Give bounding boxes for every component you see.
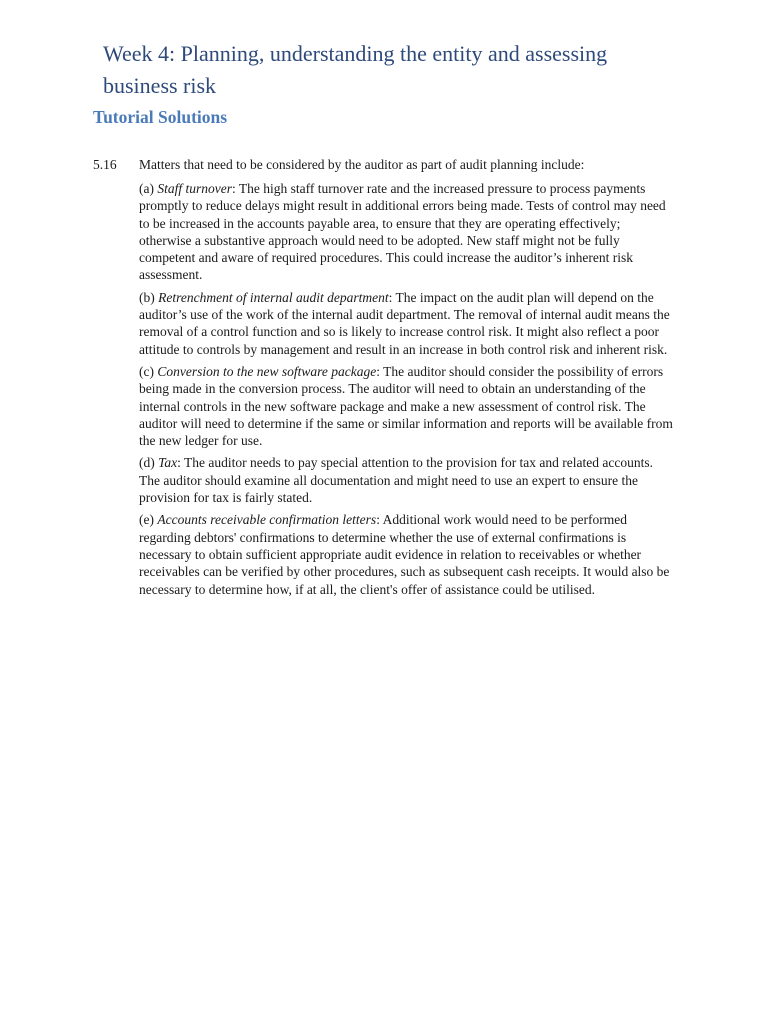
question-intro: Matters that need to be considered by the auditor as part of audit planning include: [139,157,585,172]
answer-item-b [139,289,675,358]
item-body: : The auditor needs to pay special attention to the provision for tax and related accounts. The auditor should examine all documentation and might need to use an expert to ensure the provision for tax is fairly stated. [139,455,653,506]
item-marker: (d) [139,455,159,471]
item-marker: (c) [139,363,158,379]
item-heading: Staff turnover [157,181,232,196]
answer-item-a [139,180,675,284]
answer-list [139,180,675,603]
answer-item-c [139,363,675,449]
item-body: : Additional work would need to be performed regarding debtors' confirmations to determine whether the use of external confirmations is necessary to obtain sufficient appropriate audit evidence in relation to receivables or whether receivables can be verified by other procedures, such as subsequent cash receipts. It would also be necessary to determine how, if at all, the client's offer of assistance could be utilised. [139,512,670,597]
item-marker: (e) [139,512,158,528]
item-body: : The impact on the audit plan will depend on the auditor’s use of the work of the internal audit department. The removal of internal audit means the removal of a control function and so is likely to increase control risk. It might also reflect a poor attitude to controls by management and result in an increase in both control risk and inherent risk. [139,289,670,357]
answer-item-e [139,511,675,597]
item-body: : The auditor should consider the possibility of errors being made in the conversion process. The auditor will need to obtain an understanding of the internal controls in the new software package and make a new assessment of control risk. The auditor will need to determine if the same or similar information and reports will be available from the new ledger for use. [139,363,673,449]
answer-item-d [139,454,675,506]
item-heading: Accounts receivable confirmation letters [157,512,377,528]
item-body: : The high staff turnover rate and the increased pressure to process payments promptly to reduce delays might result in additional errors being made. Tests of control may need to be increased in the accounts payable area, to ensure that they are operating effectively; otherwise a substantive approach would need to be adopted. New staff might not be fully competent and aware of required procedures. This could increase the auditor’s inherent risk assessment. [139,181,666,283]
document-subtitle: Tutorial Solutions [93,107,228,127]
item-heading: Retrenchment of internal audit department [158,289,389,305]
item-marker: (b) [139,289,159,305]
document-title: Week 4: Planning, understanding the entity and assessing business risk [103,41,608,98]
question-number: 5.16 [93,157,117,172]
item-marker: (a) [139,181,158,196]
item-heading: Tax [158,455,178,471]
item-heading: Conversion to the new software package [157,363,377,379]
